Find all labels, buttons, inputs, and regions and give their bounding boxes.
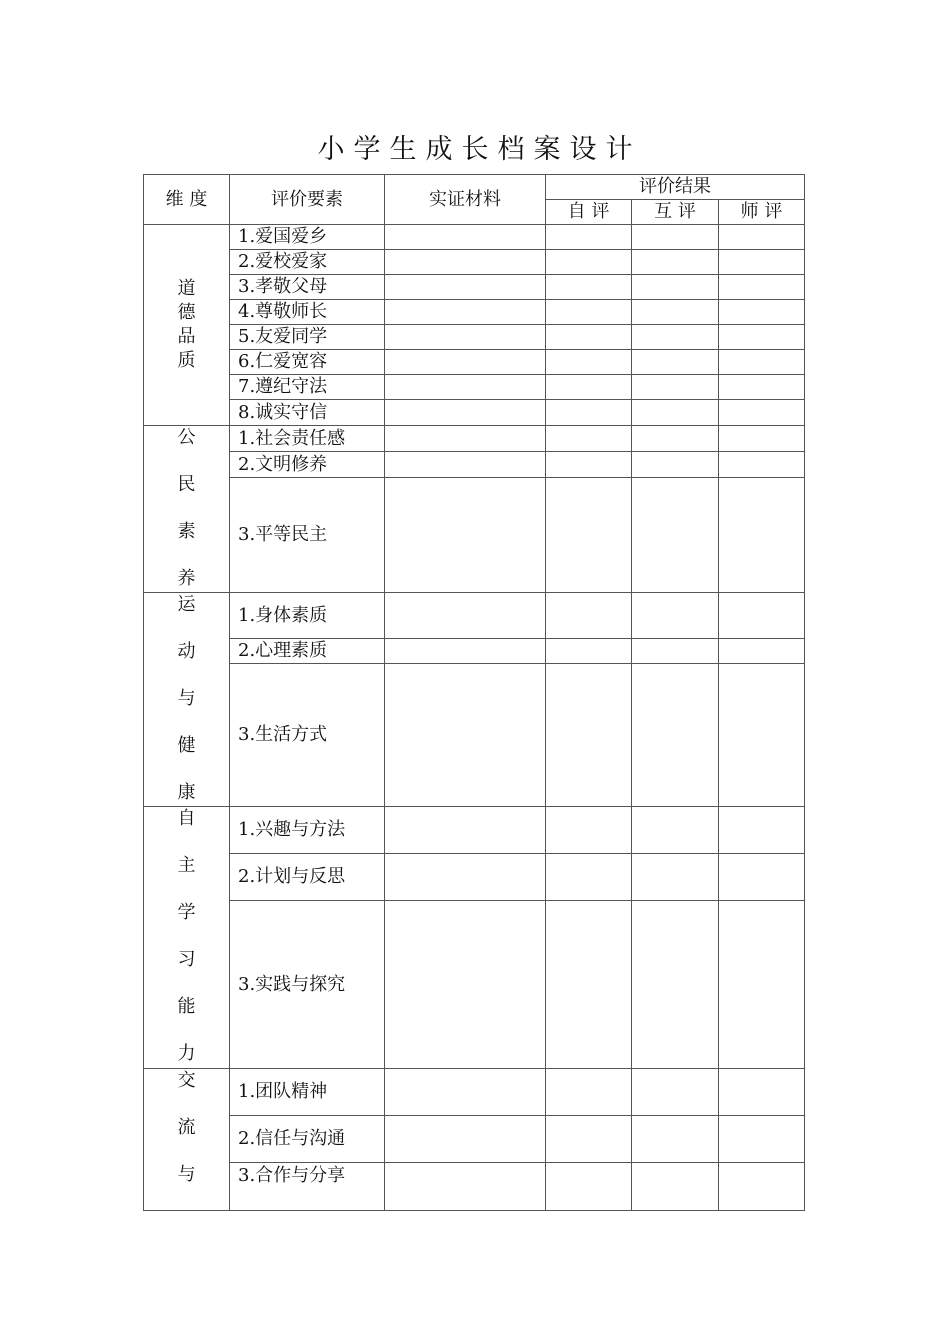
evidence-cell[interactable] — [385, 1163, 546, 1211]
peer-cell[interactable] — [632, 225, 719, 250]
self-cell[interactable] — [546, 807, 632, 854]
table-row — [144, 901, 805, 1069]
dimension-char: 康 — [177, 782, 196, 803]
self-cell[interactable] — [546, 1069, 632, 1116]
peer-cell[interactable] — [632, 375, 719, 400]
teacher-cell[interactable] — [719, 250, 805, 275]
dimension-char: 与 — [177, 688, 196, 709]
table-row — [144, 400, 805, 426]
dimension-char: 品 — [177, 326, 196, 347]
self-cell[interactable] — [546, 639, 632, 664]
teacher-cell[interactable] — [719, 664, 805, 807]
table-row — [144, 300, 805, 325]
element-cell: 2.文明修养 — [230, 452, 385, 478]
teacher-cell[interactable] — [719, 1116, 805, 1163]
evidence-cell[interactable] — [385, 250, 546, 275]
self-cell[interactable] — [546, 350, 632, 375]
dimension-label — [144, 277, 229, 373]
element-cell: 3.平等民主 — [230, 478, 385, 593]
peer-cell[interactable] — [632, 593, 719, 639]
element-cell: 6.仁爱宽容 — [230, 350, 385, 375]
teacher-cell[interactable] — [719, 426, 805, 452]
dimension-char: 道 — [177, 278, 196, 299]
self-cell[interactable] — [546, 250, 632, 275]
peer-cell[interactable] — [632, 478, 719, 593]
self-cell[interactable] — [546, 452, 632, 478]
peer-cell[interactable] — [632, 400, 719, 426]
evidence-cell[interactable] — [385, 426, 546, 452]
element-cell: 3.孝敬父母 — [230, 275, 385, 300]
peer-cell[interactable] — [632, 639, 719, 664]
self-cell[interactable] — [546, 901, 632, 1069]
element-cell: 3.合作与分享 — [230, 1163, 385, 1211]
peer-cell[interactable] — [632, 664, 719, 807]
evidence-cell[interactable] — [385, 854, 546, 901]
element-cell: 5.友爱同学 — [230, 325, 385, 350]
dimension-civic — [144, 426, 230, 593]
self-cell[interactable] — [546, 478, 632, 593]
evidence-cell[interactable] — [385, 807, 546, 854]
teacher-cell[interactable] — [719, 593, 805, 639]
dimension-moral — [144, 225, 230, 426]
dimension-char: 力 — [177, 1043, 196, 1064]
header-row — [144, 175, 805, 200]
table-row — [144, 225, 805, 250]
dimension-label — [144, 426, 229, 591]
header-teacher: 师 评 — [719, 200, 805, 225]
evidence-cell[interactable] — [385, 350, 546, 375]
header-self: 自 评 — [546, 200, 632, 225]
evidence-cell[interactable] — [385, 225, 546, 250]
self-cell[interactable] — [546, 593, 632, 639]
teacher-cell[interactable] — [719, 300, 805, 325]
teacher-cell[interactable] — [719, 854, 805, 901]
dimension-char: 健 — [177, 735, 196, 756]
peer-cell[interactable] — [632, 452, 719, 478]
peer-cell[interactable] — [632, 426, 719, 452]
evidence-cell[interactable] — [385, 275, 546, 300]
peer-cell[interactable] — [632, 250, 719, 275]
dimension-char: 能 — [177, 996, 196, 1017]
element-cell: 1.社会责任感 — [230, 426, 385, 452]
header-result: 评价结果 — [546, 175, 805, 200]
header-peer: 互 评 — [632, 200, 719, 225]
self-cell[interactable] — [546, 225, 632, 250]
peer-cell[interactable] — [632, 807, 719, 854]
element-cell: 2.计划与反思 — [230, 854, 385, 901]
teacher-cell[interactable] — [719, 400, 805, 426]
teacher-cell[interactable] — [719, 1069, 805, 1116]
evidence-cell[interactable] — [385, 639, 546, 664]
header-element: 评价要素 — [230, 175, 385, 225]
dimension-char: 主 — [177, 855, 196, 876]
element-cell: 1.身体素质 — [230, 593, 385, 639]
header-evidence: 实证材料 — [385, 175, 546, 225]
element-cell: 2.心理素质 — [230, 639, 385, 664]
element-cell: 2.爱校爱家 — [230, 250, 385, 275]
table-row — [144, 275, 805, 300]
element-cell: 1.兴趣与方法 — [230, 807, 385, 854]
element-cell: 8.诚实守信 — [230, 400, 385, 426]
teacher-cell[interactable] — [719, 350, 805, 375]
peer-cell[interactable] — [632, 1069, 719, 1116]
table-row — [144, 375, 805, 400]
element-cell: 1.团队精神 — [230, 1069, 385, 1116]
element-cell: 3.实践与探究 — [230, 901, 385, 1069]
dimension-char: 运 — [177, 594, 196, 615]
peer-cell[interactable] — [632, 275, 719, 300]
dimension-char: 动 — [177, 641, 196, 662]
peer-cell[interactable] — [632, 1116, 719, 1163]
evidence-cell[interactable] — [385, 1069, 546, 1116]
teacher-cell[interactable] — [719, 375, 805, 400]
dimension-char: 自 — [177, 808, 196, 829]
dimension-label — [144, 593, 229, 805]
table-row — [144, 452, 805, 478]
table-row — [144, 478, 805, 593]
dimension-char: 流 — [177, 1117, 196, 1138]
evidence-cell[interactable] — [385, 452, 546, 478]
peer-cell[interactable] — [632, 325, 719, 350]
table-row — [144, 250, 805, 275]
evidence-cell[interactable] — [385, 593, 546, 639]
dimension-char: 学 — [177, 902, 196, 923]
dimension-char: 公 — [177, 427, 196, 448]
table-row — [144, 350, 805, 375]
self-cell[interactable] — [546, 325, 632, 350]
teacher-cell[interactable] — [719, 807, 805, 854]
element-cell: 4.尊敬师长 — [230, 300, 385, 325]
evidence-cell[interactable] — [385, 400, 546, 426]
growth-record-table — [143, 174, 805, 1211]
table-row — [144, 426, 805, 452]
element-cell: 1.爱国爱乡 — [230, 225, 385, 250]
dimension-char: 德 — [177, 302, 196, 323]
table-row — [144, 639, 805, 664]
table-row — [144, 807, 805, 854]
element-cell: 3.生活方式 — [230, 664, 385, 807]
table-row — [144, 664, 805, 807]
table-row — [144, 593, 805, 639]
table-row — [144, 1116, 805, 1163]
teacher-cell[interactable] — [719, 901, 805, 1069]
teacher-cell[interactable] — [719, 452, 805, 478]
dimension-label — [144, 807, 229, 1066]
self-cell[interactable] — [546, 300, 632, 325]
dimension-char: 与 — [177, 1164, 196, 1185]
page-title: 小学生成长档案设计 — [317, 134, 642, 165]
evidence-cell[interactable] — [385, 300, 546, 325]
teacher-cell[interactable] — [719, 478, 805, 593]
peer-cell[interactable] — [632, 350, 719, 375]
self-cell[interactable] — [546, 400, 632, 426]
dimension-char: 质 — [177, 350, 196, 371]
evidence-cell[interactable] — [385, 325, 546, 350]
self-cell[interactable] — [546, 1163, 632, 1211]
self-cell[interactable] — [546, 275, 632, 300]
dimension-char: 习 — [177, 949, 196, 970]
self-cell[interactable] — [546, 854, 632, 901]
self-cell[interactable] — [546, 426, 632, 452]
teacher-cell[interactable] — [719, 325, 805, 350]
header-dimension: 维 度 — [144, 175, 230, 225]
teacher-cell[interactable] — [719, 275, 805, 300]
evidence-cell[interactable] — [385, 478, 546, 593]
evidence-cell[interactable] — [385, 901, 546, 1069]
evidence-cell[interactable] — [385, 375, 546, 400]
table-row — [144, 854, 805, 901]
peer-cell[interactable] — [632, 300, 719, 325]
element-cell: 2.信任与沟通 — [230, 1116, 385, 1163]
element-cell: 7.遵纪守法 — [230, 375, 385, 400]
self-cell[interactable] — [546, 664, 632, 807]
evidence-cell[interactable] — [385, 664, 546, 807]
dimension-char: 素 — [177, 521, 196, 542]
dimension-char: 民 — [177, 474, 196, 495]
dimension-communication — [144, 1069, 230, 1211]
dimension-sport — [144, 593, 230, 807]
peer-cell[interactable] — [632, 854, 719, 901]
dimension-char: 交 — [177, 1070, 196, 1091]
table-row — [144, 325, 805, 350]
teacher-cell[interactable] — [719, 225, 805, 250]
self-cell[interactable] — [546, 375, 632, 400]
dimension-label — [144, 1069, 229, 1187]
dimension-learning — [144, 807, 230, 1069]
table-row — [144, 1069, 805, 1116]
peer-cell[interactable] — [632, 901, 719, 1069]
peer-cell[interactable] — [632, 1163, 719, 1211]
teacher-cell[interactable] — [719, 639, 805, 664]
self-cell[interactable] — [546, 1116, 632, 1163]
evidence-cell[interactable] — [385, 1116, 546, 1163]
teacher-cell[interactable] — [719, 1163, 805, 1211]
table-row — [144, 1163, 805, 1211]
dimension-char: 养 — [177, 568, 196, 589]
